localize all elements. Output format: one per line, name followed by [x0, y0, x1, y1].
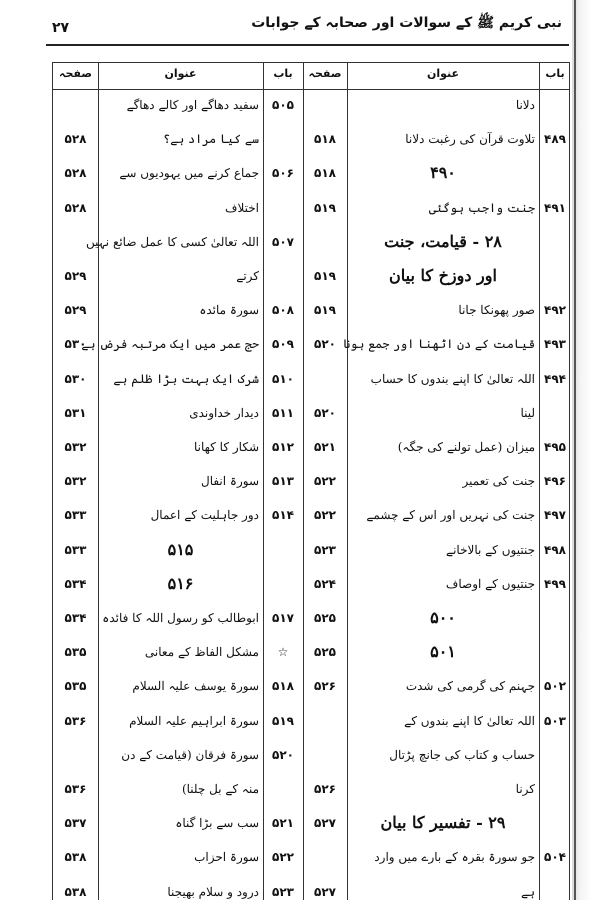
toc-table: [52, 62, 570, 900]
page-number-cell: ۵۳۴: [64, 576, 87, 591]
page-number-cell: ۵۳۵: [64, 679, 87, 694]
chapter-number: ۵۲۳: [272, 884, 294, 899]
entry-title: سورۃ ابراہیم علیہ السلام: [129, 713, 259, 728]
header-page-right: صفحہ: [308, 67, 342, 80]
page-number-cell: ۵۳۶: [64, 782, 87, 796]
chapter-number: ۵۱۰: [272, 371, 294, 386]
chapter-number: ۵۰۴: [544, 850, 566, 865]
chapter-number: ۵۰۷: [272, 234, 294, 249]
page-number-cell: ۵۲۰: [314, 337, 336, 352]
page-number-cell: ۵۲۵: [314, 645, 336, 660]
table-header-rule: [53, 89, 569, 90]
chapter-number: ۵۲۲: [272, 850, 294, 865]
chapter-number: ۵۰۶: [272, 166, 294, 181]
chapter-number: ۴۹۱: [544, 200, 566, 215]
entry-title: اللہ تعالیٰ کسی کا عمل ضائع نہیں: [86, 234, 259, 249]
entry-title: جماع کرنے میں یہودیوں سے: [119, 166, 259, 181]
entry-title: سفید دھاگے اور کالے دھاگے: [126, 98, 259, 112]
chapter-number: ۴۹۹: [544, 576, 566, 591]
chapter-number: ۵۱۴: [272, 508, 294, 523]
chapter-number: ۵۱۹: [272, 713, 294, 728]
page-number-cell: ۵۲۸: [64, 132, 87, 147]
entry-title: ۲۸ - قیامت، جنت: [384, 231, 502, 251]
page-number-cell: ۵۳۰: [64, 371, 87, 386]
running-title: نبی کریم ﷺ کے سوالات اور صحابہ کے جوابات: [251, 15, 562, 31]
page-number-cell: ۵۱۸: [314, 132, 336, 147]
page-number-cell: ۵۳۸: [64, 884, 87, 899]
entry-title: ہے: [520, 884, 535, 899]
chapter-number: ۴۹۲: [544, 303, 566, 318]
page-number-cell: ۵۳۲: [64, 440, 87, 454]
page-number-cell: ۵۲۴: [314, 576, 336, 591]
entry-title: جہنم کی گرمی کی شدت: [405, 679, 535, 694]
chapter-number: ۵۰۸: [272, 303, 294, 318]
header-chapter-left: باب: [273, 67, 293, 80]
page-number-cell: ۵۲۳: [314, 542, 336, 557]
entry-title: سورۃ انفال: [200, 474, 259, 489]
page-number-cell: ۵۳۰: [64, 337, 87, 352]
entry-title: ۲۹ - تفسیر کا بیان: [380, 813, 506, 833]
page-number-cell: ۵۳۳: [64, 508, 87, 523]
header-rule: [46, 44, 569, 46]
entry-title: جنت کی نہریں اور اس کے چشمے: [366, 508, 535, 523]
chapter-number: ۵۰۲: [544, 679, 566, 694]
page-number-cell: ۵۲۰: [314, 405, 336, 420]
entry-title: اللہ تعالیٰ کا اپنے بندوں کے: [404, 713, 535, 728]
page-number-cell: ۵۲۲: [314, 474, 336, 489]
entry-title: شکار کا کھانا: [193, 440, 259, 454]
chapter-number: ۴۹۴: [544, 371, 566, 386]
page-number-cell: ۵۲۸: [64, 166, 87, 181]
chapter-number: ۴۹۳: [544, 337, 566, 352]
entry-title: کرتے: [236, 269, 259, 283]
page-number-cell: ۵۳۴: [64, 611, 87, 625]
page-number-cell: ۵۳۷: [64, 816, 87, 831]
entry-title: کرنا: [515, 782, 535, 796]
page-number-cell: ۵۲۲: [314, 508, 336, 523]
entry-title: ۵۰۰: [430, 608, 456, 627]
page-number-cell: ۵۱۹: [314, 303, 336, 318]
page-number-cell: ۵۲۶: [314, 782, 336, 796]
chapter-number: ۵۲۰: [272, 747, 294, 762]
entry-title: ۴۹۰: [430, 163, 456, 183]
entry-title: میزان (عمل تولنے کی جگہ): [397, 440, 535, 454]
chapter-number: ۵۰۳: [544, 713, 566, 728]
chapter-number: ۵۰۹: [272, 337, 294, 352]
entry-title: ۵۰۱: [430, 642, 456, 662]
page-number-cell: ۵۲۸: [64, 200, 87, 215]
entry-title: دور جاہلیت کے اعمال: [150, 508, 259, 523]
page-number-cell: ۵۲۵: [314, 611, 336, 625]
page-number-cell: ۵۲۹: [64, 303, 87, 318]
chapter-number: ۴۹۷: [544, 508, 566, 523]
page-number-cell: ۵۳۳: [64, 542, 87, 557]
header-page-left: صفحہ: [59, 67, 92, 80]
entry-title: شرک ایک بہت بڑا ظلم ہے: [113, 371, 259, 386]
page-number-cell: ۵۱۹: [314, 269, 336, 283]
page-number-cell: ۵۲۶: [314, 679, 336, 694]
chapter-number: ☆: [277, 645, 289, 660]
entry-title: تلاوت قرآن کی رغبت دلانا: [405, 132, 535, 147]
entry-title: منہ کے بل چلنا): [181, 782, 259, 796]
chapter-number: ۵۲۱: [272, 816, 294, 831]
entry-title: جنتیوں کے بالاخانے: [446, 542, 535, 557]
chapter-number: ۵۱۳: [272, 474, 294, 489]
entry-title: دیدار خداوندی: [189, 405, 259, 420]
header-title-left: عنوان: [164, 67, 197, 80]
entry-title: درود و سلام بھیجنا: [167, 884, 259, 899]
entry-title: قیامت کے دن اٹھنا اور جمع ہونا: [343, 337, 535, 352]
header-chapter-right: باب: [545, 67, 565, 80]
page-number-cell: ۵۳۲: [64, 474, 87, 489]
entry-title: حج عمر میں ایک مرتبہ فرض ہے: [81, 337, 259, 352]
page-number-cell: ۵۲۱: [314, 440, 336, 454]
column-divider: [347, 63, 348, 900]
entry-title: جو سورۃ بقرہ کے بارے میں وارد: [374, 850, 535, 865]
entry-title: سورۃ احزاب: [194, 850, 259, 865]
entry-title: سورۃ یوسف علیہ السلام: [132, 679, 259, 694]
page-number-cell: ۵۱۸: [314, 166, 336, 181]
chapter-number: ۵۱۷: [272, 611, 294, 625]
entry-title: جنت کی تعمیر: [462, 474, 535, 489]
chapter-number: ۴۸۹: [544, 132, 566, 147]
entry-title: جنتیوں کے اوصاف: [445, 576, 535, 591]
column-divider: [98, 63, 99, 900]
entry-title: ۵۱۵: [167, 539, 194, 559]
entry-title: لینا: [520, 405, 535, 420]
entry-title: حساب و کتاب کی جانچ پڑتال: [389, 747, 535, 762]
entry-title: اور دوزخ کا بیان: [389, 266, 497, 285]
chapter-number: ۵۰۵: [272, 98, 294, 112]
entry-title: دلانا: [515, 98, 535, 112]
chapter-number: ۴۹۵: [544, 440, 566, 454]
chapter-number: ۵۱۸: [272, 679, 294, 694]
entry-title: صور پھونکا جانا: [458, 303, 535, 318]
page-number-cell: ۵۳۸: [64, 850, 87, 865]
page-number-cell: ۵۲۹: [64, 269, 87, 283]
chapter-number: ۵۱۲: [272, 440, 294, 454]
entry-title: ۵۱۶: [167, 573, 194, 593]
page-number-cell: ۵۲۷: [314, 816, 336, 831]
page-number-cell: ۵۳۱: [64, 405, 87, 420]
page-number-cell: ۵۲۷: [314, 884, 336, 899]
entry-title: سب سے بڑا گناہ: [175, 816, 259, 831]
entry-title: سے کیا مراد ہے؟: [163, 132, 259, 147]
entry-title: جنت واجب ہوگئی: [428, 200, 535, 215]
chapter-number: ۵۱۱: [272, 405, 294, 420]
header-title-right: عنوان: [426, 67, 460, 80]
page-number-cell: ۵۳۵: [64, 645, 87, 660]
entry-title: ابوطالب کو رسول اللہ کا فائدہ: [102, 611, 259, 625]
entry-title: سورۃ فرقان (قیامت کے دن: [121, 747, 259, 762]
page-number-cell: ۵۳۶: [64, 713, 87, 728]
chapter-number: ۴۹۶: [544, 474, 566, 489]
entry-title: مشکل الفاظ کے معانی: [144, 645, 259, 660]
page-number-cell: ۵۱۹: [314, 200, 336, 215]
entry-title: اللہ تعالیٰ کا اپنے بندوں کا حساب: [370, 371, 535, 386]
entry-title: اختلاف: [225, 200, 259, 215]
page-number: ۲۷: [52, 20, 70, 36]
page-edge-line: [574, 0, 576, 900]
chapter-number: ۴۹۸: [544, 542, 566, 557]
entry-title: سورۃ مائدہ: [199, 303, 259, 318]
